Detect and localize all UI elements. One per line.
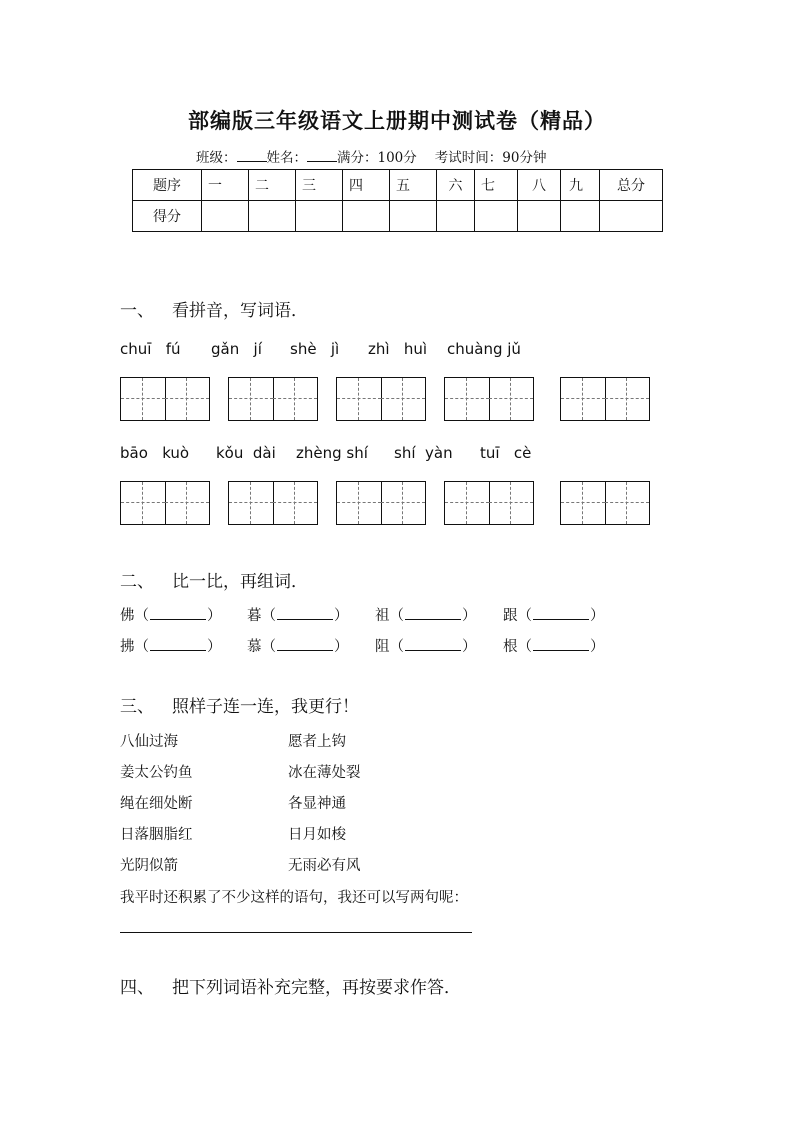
- score-row-label: 得分: [133, 201, 202, 232]
- score-header-cell: 五: [390, 170, 437, 201]
- score-cell[interactable]: [561, 201, 600, 232]
- compare-char: 跟: [503, 608, 518, 624]
- pinyin-item: zhèng shí: [296, 444, 368, 462]
- score-table-header-row: [133, 170, 663, 201]
- score-header-cell: 八: [518, 170, 561, 201]
- score-cell[interactable]: [437, 201, 475, 232]
- section-title: 比一比，再组词．: [172, 572, 308, 592]
- answer-line[interactable]: [120, 932, 472, 933]
- score-cell[interactable]: [390, 201, 437, 232]
- compare-char: 阻: [375, 639, 390, 655]
- compare-item: 祖（ ）: [375, 608, 477, 624]
- score-header-cell: 三: [296, 170, 343, 201]
- writing-box[interactable]: [560, 377, 650, 421]
- writing-box[interactable]: [336, 481, 426, 525]
- score-header-cell: 七: [475, 170, 518, 201]
- writing-box[interactable]: [560, 481, 650, 525]
- pinyin-item: chuī fú: [120, 340, 181, 358]
- match-left-item[interactable]: 绳在细处断: [120, 796, 193, 812]
- compare-item: 佛（ ）: [120, 608, 222, 624]
- section-number: 二、: [120, 572, 154, 592]
- score-cell[interactable]: [296, 201, 343, 232]
- score-cell[interactable]: [343, 201, 390, 232]
- accumulate-prompt: 我平时还积累了不少这样的语句，我还可以写两句呢：: [120, 890, 468, 906]
- pinyin-item: shè jì: [290, 340, 340, 358]
- writing-box[interactable]: [228, 481, 318, 525]
- compare-char: 拂: [120, 639, 135, 655]
- pinyin-item: shí yàn: [394, 444, 453, 462]
- name-blank[interactable]: [307, 149, 337, 162]
- writing-box[interactable]: [228, 377, 318, 421]
- answer-blank[interactable]: [277, 607, 333, 620]
- writing-box[interactable]: [444, 481, 534, 525]
- name-label: 姓名：: [266, 150, 307, 166]
- section-title: 看拼音，写词语．: [172, 301, 308, 321]
- compare-item: 慕（ ）: [247, 639, 349, 655]
- score-table-score-row: [133, 201, 663, 232]
- compare-item: 暮（ ）: [247, 608, 349, 624]
- match-right-item[interactable]: 无雨必有风: [288, 858, 361, 874]
- compare-item: 跟（ ）: [503, 608, 605, 624]
- pinyin-item: chuàng jǔ: [447, 340, 521, 358]
- full-score: 满分：100分: [337, 150, 417, 166]
- score-header-cell: 四: [343, 170, 390, 201]
- class-label: 班级：: [196, 150, 237, 166]
- answer-blank[interactable]: [277, 638, 333, 651]
- pinyin-item: bāo kuò: [120, 444, 190, 462]
- compare-char: 祖: [375, 608, 390, 624]
- pinyin-item: kǒu dài: [216, 444, 276, 462]
- section-1-heading: [120, 296, 308, 321]
- class-blank[interactable]: [237, 149, 267, 162]
- writing-box[interactable]: [120, 377, 210, 421]
- score-cell[interactable]: [202, 201, 249, 232]
- match-left-item[interactable]: 光阴似箭: [120, 858, 178, 874]
- exam-time: 考试时间：90分钟: [434, 150, 547, 166]
- score-header-cell: 一: [202, 170, 249, 201]
- compare-item: 拂（ ）: [120, 639, 222, 655]
- answer-blank[interactable]: [533, 607, 589, 620]
- answer-blank[interactable]: [150, 638, 206, 651]
- answer-blank[interactable]: [405, 638, 461, 651]
- pinyin-item: zhì huì: [368, 340, 428, 358]
- writing-box[interactable]: [120, 481, 210, 525]
- score-header-cell: 总分: [600, 170, 663, 201]
- score-header-cell: 二: [249, 170, 296, 201]
- writing-box[interactable]: [444, 377, 534, 421]
- match-right-item[interactable]: 日月如梭: [288, 827, 346, 843]
- section-title: 把下列词语补充完整，再按要求作答．: [172, 978, 461, 998]
- compare-char: 暮: [247, 608, 262, 624]
- score-cell[interactable]: [600, 201, 663, 232]
- compare-item: 阻（ ）: [375, 639, 477, 655]
- section-number: 四、: [120, 978, 154, 998]
- exam-info: [196, 146, 546, 166]
- pinyin-item: tuī cè: [480, 444, 532, 462]
- score-cell[interactable]: [518, 201, 561, 232]
- score-header-cell: 题序: [133, 170, 202, 201]
- writing-box[interactable]: [336, 377, 426, 421]
- score-cell[interactable]: [249, 201, 296, 232]
- answer-blank[interactable]: [405, 607, 461, 620]
- score-table: [132, 169, 663, 232]
- score-header-cell: 六: [437, 170, 475, 201]
- section-3-heading: [120, 692, 359, 717]
- answer-blank[interactable]: [150, 607, 206, 620]
- section-2-heading: [120, 567, 308, 592]
- score-header-cell: 九: [561, 170, 600, 201]
- compare-item: 根（ ）: [503, 639, 605, 655]
- match-left-item[interactable]: 日落胭脂红: [120, 827, 193, 843]
- match-left-item[interactable]: 八仙过海: [120, 734, 178, 750]
- compare-char: 佛: [120, 608, 135, 624]
- section-number: 一、: [120, 301, 154, 321]
- section-title: 照样子连一连，我更行！: [172, 697, 359, 717]
- match-right-item[interactable]: 冰在薄处裂: [288, 765, 361, 781]
- compare-char: 慕: [247, 639, 262, 655]
- compare-char: 根: [503, 639, 518, 655]
- match-left-item[interactable]: 姜太公钓鱼: [120, 765, 193, 781]
- match-right-item[interactable]: 各显神通: [288, 796, 346, 812]
- match-right-item[interactable]: 愿者上钩: [288, 734, 346, 750]
- page-title: 部编版三年级语文上册期中测试卷（精品）: [188, 108, 606, 133]
- answer-blank[interactable]: [533, 638, 589, 651]
- section-4-heading: [120, 973, 461, 998]
- score-cell[interactable]: [475, 201, 518, 232]
- pinyin-item: gǎn jí: [211, 340, 262, 358]
- section-number: 三、: [120, 697, 154, 717]
